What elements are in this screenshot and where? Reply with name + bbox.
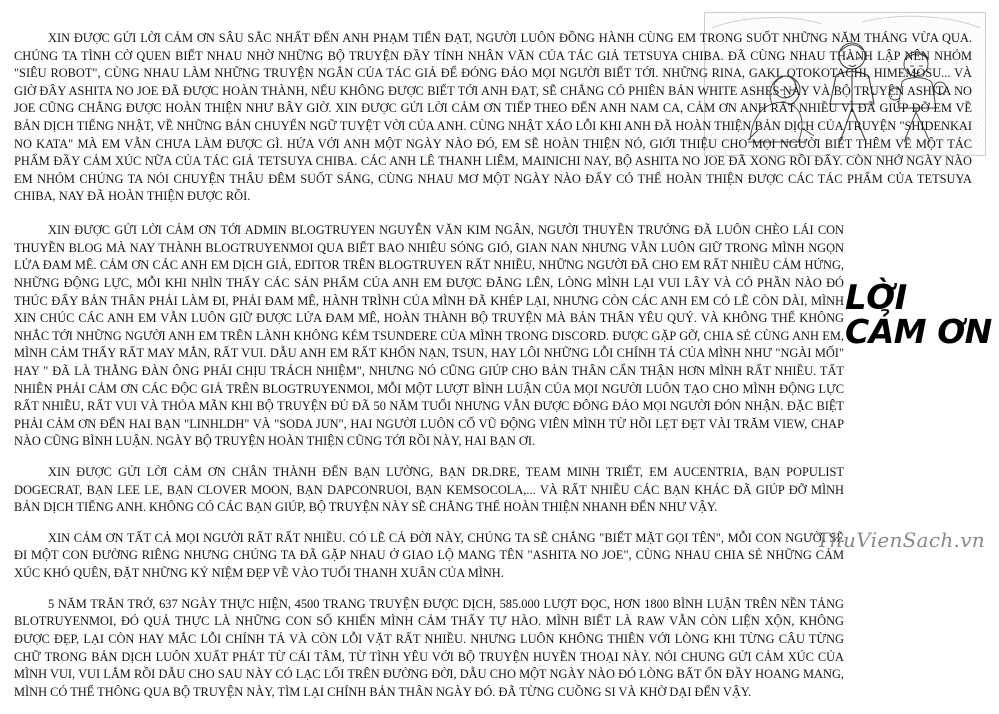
acknowledgements-body [14, 30, 974, 714]
page-title-line-2: CẢM ƠN [845, 312, 992, 352]
paragraph-2: XIN ĐƯỢC GỬI LỜI CẢM ƠN TỚI ADMIN BLOGTRUYEN NGUYỄN VĂN KIM NGÂN, NGƯỜI THUYỀN TRƯỞNG ĐÃ LUÔN CHÈO LÁI CON THUYỀN BLOG MÀ NAY THÀNH BLOGTRUYENMOI QUA BIẾT BAO NHIÊU SÓNG GIÓ, GIAN NAN NHƯNG VẪN LUÔN GIỮ TRONG MÌNH NGỌN LỬA ĐAM MÊ. CẢM ƠN CÁC ANH EM DỊCH GIẢ, EDITOR TRÊN BLOGTRUYEN RẤT NHIỀU, NHỮNG NGƯỜI ĐÃ CHO EM RẤT NHIỀU CẢM HỨNG, NHỮNG ĐỘNG LỰC, MỖI KHI NHÌN THẤY CÁC SẢN PHẨM CỦA ANH EM ĐƯỢC ĐĂNG LÊN, LÒNG MÌNH LẠI VUI LÂY VÀ CÓ PHẦN NÀO ĐÓ THÚC ĐẨY BẢN THÂN PHẢI LÀM ĐI, PHẢI ĐAM MÊ, HÀNH TRÌNH CỦA MÌNH ĐÃ KHÉP LẠI, NHƯNG CÒN CÁC ANH EM CÓ LẼ CÒN DÀI, MÌNH XIN CHÚC CÁC ANH EM VẪN LUÔN GIỮ ĐƯỢC LỬA ĐAM MÊ, HOÀN THÀNH BỘ TRUYỆN MÀ BẢN THÂN YÊU QUÝ. VÀ KHÔNG THỂ KHÔNG NHẮC TỚI NHỮNG NGƯỜI ANH EM TRÊN LÀNH KHÔNG KÉM TSUNDERE CỦA MÌNH TRONG DISCORD. ĐƯỢC GẶP GỠ, CHIA SẺ CÙNG ANH EM, MÌNH CẢM THẤY RẤT MAY MẮN, RẤT VUI. DẪU ANH EM RẤT KHỐN NẠN, TSUN, HAY LÔI NHỮNG LỖI CHÍNH TẢ CỦA MÌNH NHƯ "NGÀI MỐI" HAY " ĐÃ LÀ THẰNG ĐÀN ÔNG PHẢI CHỊU TRÁCH NHIỆM", NHƯNG NÓ CŨNG GIÚP CHO BẢN THÂN CẨN THẬN HƠN MÌNH RẤT NHIỀU. TẤT NHIÊN PHẢI CẢM ƠN CÁC ĐỘC GIẢ TRÊN BLOGTRUYENMOI, MỖI MỘT LƯỢT BÌNH LUẬN CỦA MỌI NGƯỜI LUÔN TẠO CHO MÌNH ĐỘNG LỰC RẤT NHIỀU, RẤT VUI VÀ THỎA MÃN KHI BỘ TRUYỆN ĐỦ ĐÃ 50 NĂM TUỔI NHƯNG VẪN ĐƯỢC ĐÔNG ĐẢO MỌI NGƯỜI ĐÓN NHẬN. ĐẶC BIỆT PHẢI CẢM ƠN ĐẾN HAI BẠN "LINHLDH" VÀ "SODA JUN", HAI NGƯỜI LUÔN CỔ VŨ ĐỘNG VIÊN MÌNH TỪ HỒI LẸT ĐẸT VÀI TRĂM VIEW, CHAP NÀO CŨNG BÌNH LUẬN. NGÀY BỘ TRUYỆN HOÀN THIỆN CŨNG TỚI RỒI NÀY, HAI BẠN ƠI. [14, 223, 844, 449]
paragraph-1: XIN ĐƯỢC GỬI LỜI CẢM ƠN SÂU SẮC NHẤT ĐẾN ANH PHẠM TIẾN ĐẠT, NGƯỜI LUÔN ĐỒNG HÀNH CÙNG EM TRONG SUỐT NHỮNG NĂM THÁNG VỪA QUA. CHÚNG TA TÌNH CỜ QUEN BIẾT NHAU NHỜ NHỮNG BỘ TRUYỆN ĐẦY TÍNH NHÂN VĂN CỦA TÁC GIẢ TETSUYA CHIBA. ĐÃ CÙNG NHAU THÀNH LẬP NÊN NHÓM "SIÊU ROBOT", CÙNG NHAU LÀM NHỮNG TRUYỆN NGẮN CỦA TÁC GIẢ ĐỂ ĐÓNG ĐẢO MỌI NGƯỜI BIẾT TỚI. NHỮNG RINA, GAKI, OTOKOTACHI, HIMEMOSU... VÀ GIỜ ĐÂY ASHITA NO JOE ĐÃ ĐƯỢC HOÀN THÀNH, NẾU KHÔNG ĐƯỢC BIẾT TỚI ANH ĐẠT, SẼ CHẲNG CÓ PHIÊN BẢN WHITE ASHES NÀY VÀ BỘ TRUYỆN ASHITA NO JOE CŨNG CHẲNG ĐƯỢC HOÀN THIỆN NHƯ BÂY GIỜ. XIN ĐƯỢC GỬI LỜI CẢM ƠN TIẾP THEO ĐẾN ANH NAM CA, CẢM ƠN ANH RẤT NHIỀU VÌ ĐÃ GIÚP ĐỠ EM VỀ BẢN DỊCH TIẾNG NHẬT, VỀ NHỮNG BẢN CHUYỂN NGỮ TUYỆT VỜI CỦA ANH. CÙNG NHẬT XÁO LỖI KHI ANH ĐÃ HOÀN THIỆN BẢN DỊCH CỦA TRUYỆN "SHIDENKAI NO KATA" MÀ EM VẪN CHƯA LÀM ĐƯỢC GÌ. HỨA VỚI ANH MỘT NGÀY NÀO ĐÓ, EM SẼ HOÀN THIỆN NÓ, GIỚI THIỆU CHO MỌI NGƯỜI BIẾT THÊM VỀ MỘT TÁC PHẨM ĐẦY CẢM XÚC NỮA CỦA TÁC GIẢ TETSUYA CHIBA. CÁC ANH LÊ THANH LIÊM, MAINICHI NAY, BỘ ASHITA NO JOE ĐÃ XONG RỒI ĐẤY. CÒN NHỚ NGÀY NÀO EM NHÓM CHÚNG TA NÓI CHUYỆN THÂU ĐÊM SUỐT SÁNG, CÙNG NHAU MƠ MỘT NGÀY NÀO ĐẤY CÓ THỂ HOÀN THIỆN ĐƯỢC CÁC TÁC PHẨM CỦA TETSUYA CHIBA, NAY ĐÃ HOÀN THIỆN ĐƯỢC RỒI. [14, 31, 972, 204]
paragraph-4: XIN CẢM ƠN TẤT CẢ MỌI NGƯỜI RẤT RẤT NHIỀU. CÓ LẼ CẢ ĐỜI NÀY, CHÚNG TA SẼ CHẲNG "BIẾT MẶT GỌI TÊN", MỖI CON NGƯỜI SẼ ĐI MỘT CON ĐƯỜNG RIÊNG NHƯNG CHÚNG TA ĐÃ GẶP NHAU Ở GIAO LỘ MANG TÊN "ASHITA NO JOE", CÙNG NHAU CHIA SẺ NHỮNG CẢM XÚC KHÓ QUÊN, ĐẶT NHỮNG KỶ NIỆM ĐẸP VỀ VÀO TUỔI THANH XUÂN CỦA MÌNH. [14, 530, 844, 581]
page-title-line-1: LỜI [845, 278, 907, 318]
site-watermark: ThuVienSach.vn [816, 528, 985, 552]
paragraph-3: XIN ĐƯỢC GỬI LỜI CẢM ƠN CHÂN THÀNH ĐẾN BẠN LƯỜNG, BẠN DR.DRE, TEAM MINH TRIẾT, EM AUCENTRIA, BẠN POPULIST DOGECRAT, BẠN LEE LE, BẠN CLOVER MOON, BẠN DAPCONRUOI, BẠN KEMSOCOLA,... VÀ RẤT NHIỀU CÁC BẠN KHÁC ĐÃ GIÚP ĐỠ MÌNH BẢN DỊCH TIẾNG ANH. KHÔNG CÓ CÁC BẠN GIÚP, BỘ TRUYỆN NÀY SẼ CHẲNG THỂ HOÀN THIỆN NHANH ĐẾN NHƯ VẬY. [14, 465, 844, 515]
paragraph-5: 5 NĂM TRĂN TRỞ, 637 NGÀY THỰC HIỆN, 4500 TRANG TRUYỆN ĐƯỢC DỊCH, 585.000 LƯỢT ĐỌC, HƠN 1800 BÌNH LUẬN TRÊN NỀN TẢNG BLOTRUYENMOI, ĐÓ QUẢ THỰC LÀ NHỮNG CON SỐ KHIẾN MÌNH CẢM THẤY TỰ HÀO. MÌNH BIẾT LÀ RAW VẪN CÒN LIỆN XỘN, KHÔNG ĐƯỢC ĐẸP, LẠI CÒN HAY MẮC LỖI CHÍNH TẢ VÀ CÒN LỖI VẶT RẤT NHIỀU. NHƯNG LUÔN KHÔNG THIÊN VỚI LÒNG KHI TỪNG CÂU TỪNG CHỮ TRONG BẢN DỊCH LUÔN XUẤT PHÁT TỪ CÁI TÂM, TỪ TÌNH YÊU VỚI BỘ TRUYỆN HUYỀN THOẠI NÀY. NÓI CHUNG GỬI CẢM XÚC CỦA MÌNH VUI, VUI LẮM RỒI DẪU CHO SAU NÀY CÓ LẠC LỐI TRÊN ĐƯỜNG ĐỜI, DẪU CHO MỘT NGÀY NÀO ĐÓ LÒNG BẤT ỔN ĐẦY HOANG MANG, MÌNH CÓ THỂ THÔNG QUA BỘ TRUYỆN NÀY, TÌM LẠI CHÍNH BẢN THÂN NGÀY ĐÓ. ĐÃ TỪNG CUỒNG SI VÀ KHỜ DẠI ĐẾN VẬY. [14, 596, 844, 699]
